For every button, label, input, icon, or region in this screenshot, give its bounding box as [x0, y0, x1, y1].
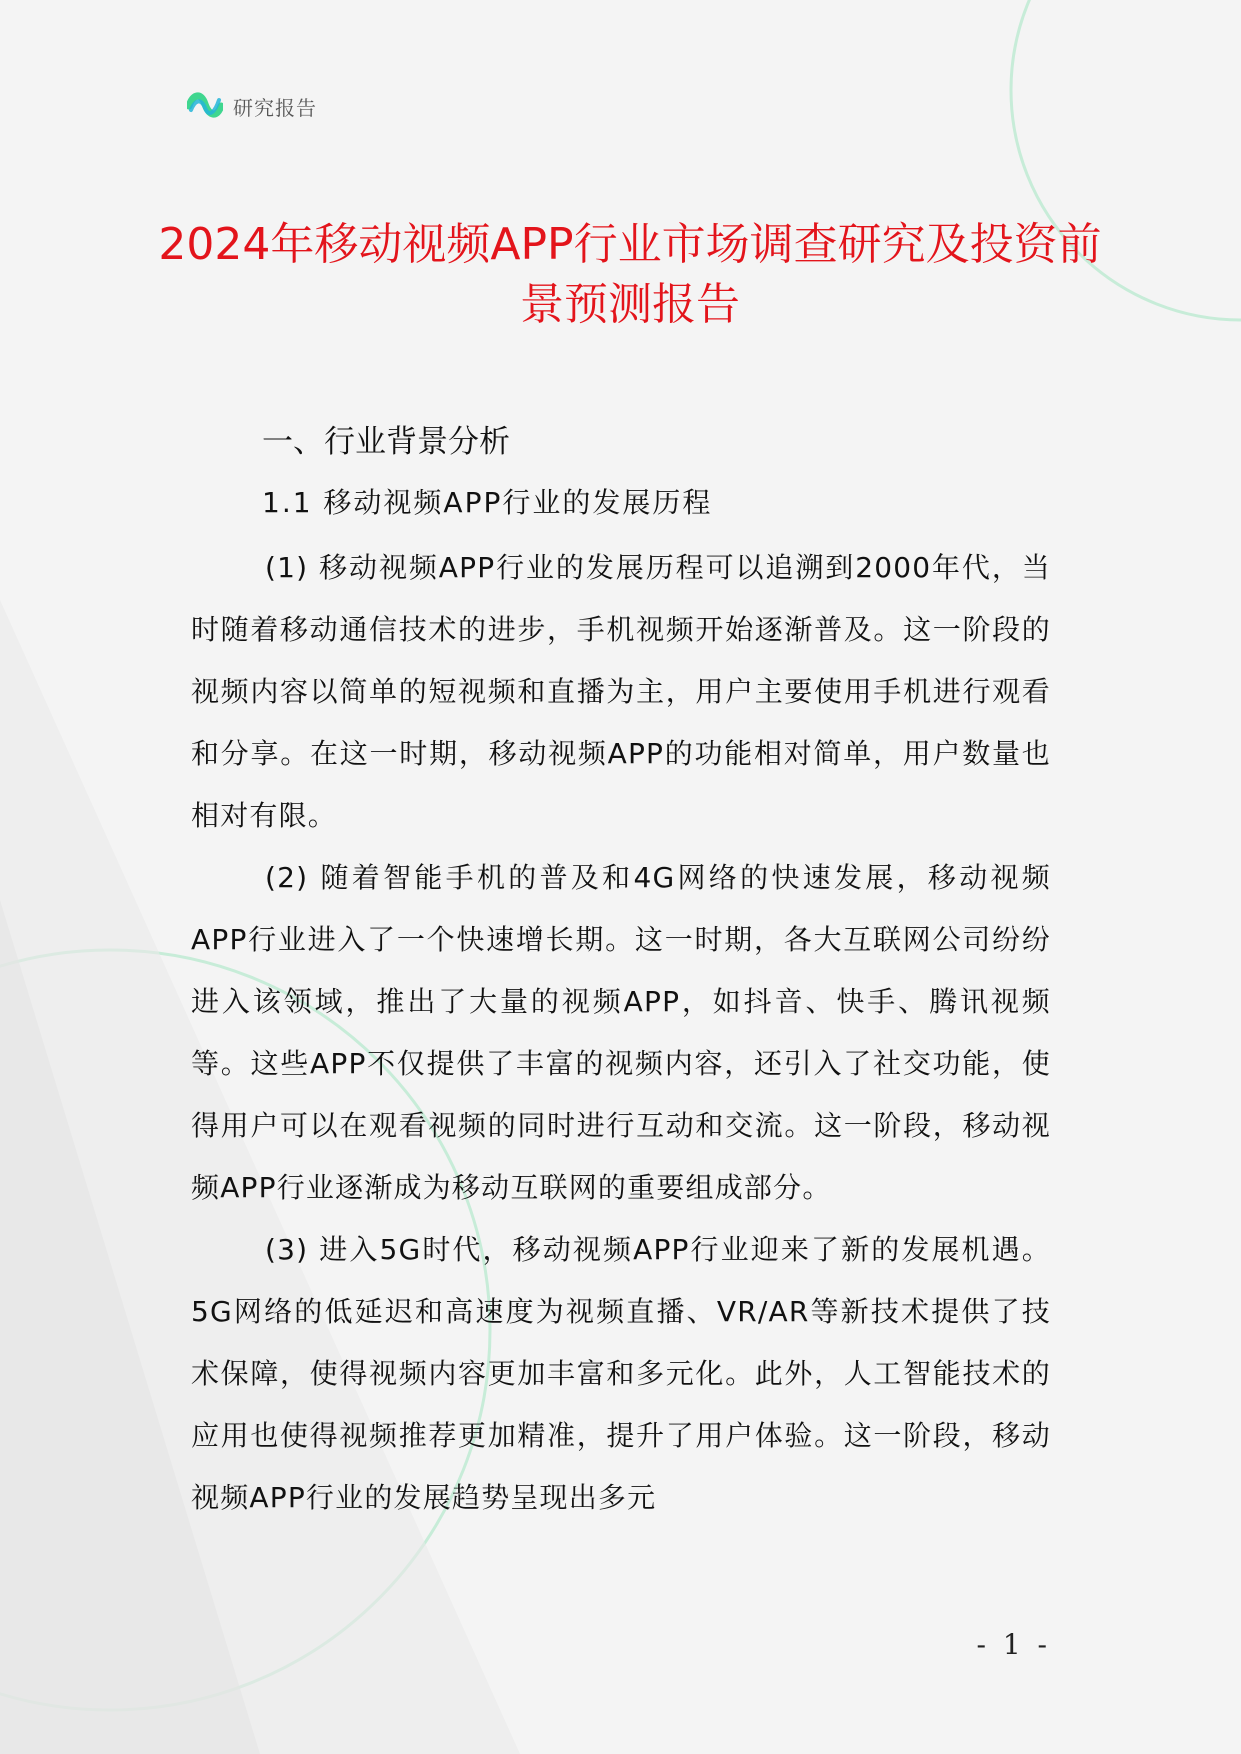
page-number: - 1 -: [976, 1628, 1051, 1661]
section-heading: 一、行业背景分析: [262, 424, 510, 460]
paragraph-3: (3) 进入5G时代，移动视频APP行业迎来了新的发展机遇。5G网络的低延迟和高速度为视频直播、VR/AR等新技术提供了技术保障，使得视频内容更加丰富和多元化。此外，人工智能技术的应用也使得视频推荐更加精准，提升了用户体验。这一阶段，移动视频APP行业的发展趋势呈现出多元: [191, 1233, 1051, 1514]
body-text: [191, 537, 1051, 1529]
paragraph-2: (2) 随着智能手机的普及和4G网络的快速发展，移动视频APP行业进入了一个快速增长期。这一时期，各大互联网公司纷纷进入该领域，推出了大量的视频APP，如抖音、快手、腾讯视频等。这些APP不仅提供了丰富的视频内容，还引入了社交功能，使得用户可以在观看视频的同时进行互动和交流。这一阶段，移动视频APP行业逐渐成为移动互联网的重要组成部分。: [191, 861, 1051, 1204]
document-title: 2024年移动视频APP行业市场调查研究及投资前景预测报告: [158, 219, 1102, 330]
header-label: 研究报告: [233, 95, 317, 120]
paragraph-1: (1) 移动视频APP行业的发展历程可以追溯到2000年代，当时随着移动通信技术的进步，手机视频开始逐渐普及。这一阶段的视频内容以简单的短视频和直播为主，用户主要使用手机进行观看和分享。在这一时期，移动视频APP的功能相对简单，用户数量也相对有限。: [191, 551, 1051, 832]
leaf-logo-icon: [187, 90, 223, 122]
subsection-heading: 1.1 移动视频APP行业的发展历程: [262, 486, 713, 519]
report-header: [187, 88, 317, 124]
